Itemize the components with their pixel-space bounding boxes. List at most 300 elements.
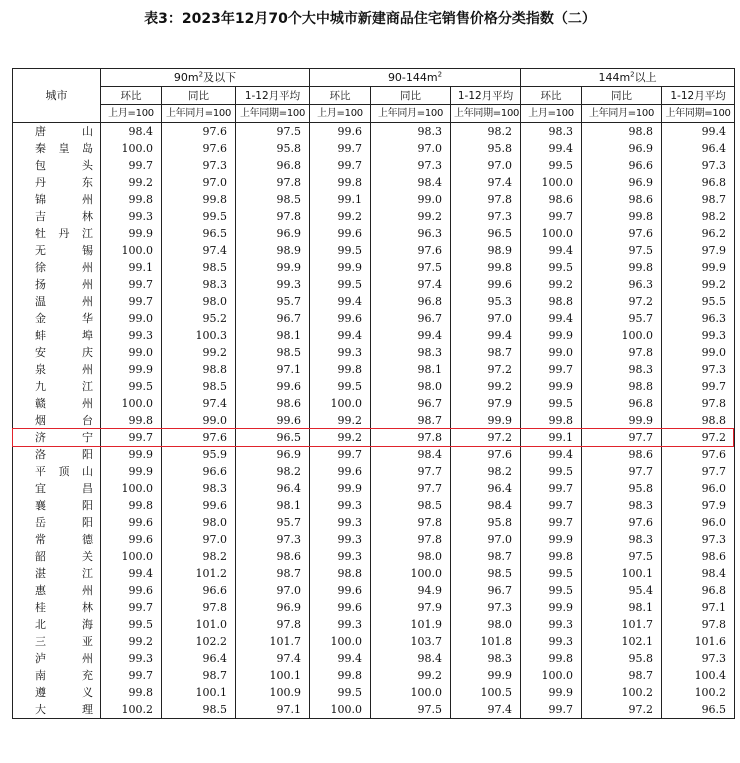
value-cell: 99.3: [310, 548, 371, 565]
city-name: 安 庆: [35, 345, 93, 359]
value-cell: 97.0: [236, 582, 310, 599]
value-cell: 99.9: [521, 378, 582, 395]
value-cell: 96.8: [371, 293, 451, 310]
value-cell: 96.6: [162, 582, 236, 599]
value-cell: 97.7: [662, 463, 735, 480]
value-cell: 99.9: [101, 225, 162, 242]
value-cell: 96.4: [236, 480, 310, 497]
value-cell: 97.5: [582, 548, 662, 565]
value-cell: 98.8: [162, 361, 236, 378]
city-cell: [13, 225, 101, 242]
value-cell: 97.8: [662, 395, 735, 412]
sub-header-mom: 环比: [101, 87, 162, 105]
value-cell: 99.6: [310, 225, 371, 242]
table-row: [13, 344, 735, 361]
city-cell: [13, 480, 101, 497]
value-cell: 97.9: [451, 395, 521, 412]
value-cell: 96.5: [236, 429, 310, 446]
unit-header-yoy: 上年同月=100: [162, 105, 236, 123]
sub-header-mom: 环比: [521, 87, 582, 105]
city-name: 温 州: [35, 294, 93, 308]
city-name: 济 宁: [35, 430, 93, 444]
value-cell: 96.3: [582, 276, 662, 293]
value-cell: 101.8: [451, 633, 521, 650]
value-cell: 100.0: [310, 633, 371, 650]
value-cell: 98.6: [236, 548, 310, 565]
city-name: 牡 丹 江: [35, 226, 93, 240]
value-cell: 99.8: [582, 259, 662, 276]
value-cell: 100.0: [310, 395, 371, 412]
value-cell: 99.4: [521, 310, 582, 327]
value-cell: 96.7: [236, 310, 310, 327]
city-name: 九 江: [35, 379, 93, 393]
sub-header-yoy: 同比: [371, 87, 451, 105]
value-cell: 99.5: [521, 565, 582, 582]
value-cell: 99.8: [310, 667, 371, 684]
value-cell: 99.2: [371, 208, 451, 225]
value-cell: 97.8: [236, 174, 310, 191]
value-cell: 98.5: [162, 378, 236, 395]
value-cell: 97.3: [371, 157, 451, 174]
value-cell: 98.8: [521, 293, 582, 310]
value-cell: 96.8: [236, 157, 310, 174]
value-cell: 97.1: [236, 701, 310, 719]
value-cell: 98.8: [582, 123, 662, 141]
value-cell: 100.0: [101, 395, 162, 412]
city-name: 吉 林: [35, 209, 93, 223]
value-cell: 97.7: [582, 463, 662, 480]
table-row: [13, 157, 735, 174]
value-cell: 98.5: [451, 565, 521, 582]
city-cell: [13, 157, 101, 174]
unit-header-mom: 上月=100: [310, 105, 371, 123]
value-cell: 99.2: [521, 276, 582, 293]
value-cell: 96.9: [236, 599, 310, 616]
value-cell: 99.2: [101, 633, 162, 650]
city-name: 遵 义: [35, 685, 93, 699]
group-header-large: $144m^2$以上: [521, 69, 735, 87]
city-name: 惠 州: [35, 583, 93, 597]
value-cell: 98.1: [236, 497, 310, 514]
value-cell: 97.0: [451, 157, 521, 174]
city-cell: [13, 701, 101, 719]
value-cell: 100.2: [662, 684, 735, 701]
city-name: 赣 州: [35, 396, 93, 410]
value-cell: 99.9: [521, 531, 582, 548]
value-cell: 98.3: [371, 344, 451, 361]
value-cell: 98.0: [371, 548, 451, 565]
value-cell: 100.9: [236, 684, 310, 701]
city-name: 桂 林: [35, 600, 93, 614]
value-cell: 99.5: [101, 378, 162, 395]
value-cell: 99.4: [310, 327, 371, 344]
value-cell: 98.2: [162, 548, 236, 565]
table-row: [13, 378, 735, 395]
value-cell: 98.2: [451, 123, 521, 141]
value-cell: 97.0: [371, 140, 451, 157]
value-cell: 99.9: [101, 463, 162, 480]
value-cell: 96.8: [662, 174, 735, 191]
value-cell: 99.7: [101, 293, 162, 310]
value-cell: 94.9: [371, 582, 451, 599]
value-cell: 98.4: [662, 565, 735, 582]
city-name: 徐 州: [35, 260, 93, 274]
value-cell: 97.8: [162, 599, 236, 616]
value-cell: 99.7: [310, 140, 371, 157]
table-row: [13, 497, 735, 514]
value-cell: 99.8: [521, 412, 582, 429]
table-row: [13, 242, 735, 259]
value-cell: 98.3: [582, 531, 662, 548]
value-cell: 98.9: [236, 242, 310, 259]
table-row: [13, 565, 735, 582]
value-cell: 96.5: [662, 701, 735, 719]
value-cell: 97.3: [662, 650, 735, 667]
value-cell: 96.2: [662, 225, 735, 242]
table-row: [13, 548, 735, 565]
value-cell: 100.0: [521, 174, 582, 191]
value-cell: 98.7: [662, 191, 735, 208]
value-cell: 97.8: [371, 429, 451, 446]
city-cell: [13, 191, 101, 208]
city-name: 北 海: [35, 617, 93, 631]
sub-header-avg: 1-12月平均: [451, 87, 521, 105]
value-cell: 99.7: [101, 276, 162, 293]
table-row: [13, 463, 735, 480]
value-cell: 100.1: [162, 684, 236, 701]
value-cell: 99.8: [521, 548, 582, 565]
value-cell: 99.7: [101, 157, 162, 174]
value-cell: 98.7: [451, 344, 521, 361]
value-cell: 97.4: [451, 174, 521, 191]
value-cell: 95.8: [451, 514, 521, 531]
value-cell: 97.0: [451, 531, 521, 548]
value-cell: 97.3: [451, 208, 521, 225]
table-row: [13, 191, 735, 208]
value-cell: 98.6: [582, 446, 662, 463]
city-name: 秦 皇 岛: [35, 141, 93, 155]
city-name: 韶 关: [35, 549, 93, 563]
value-cell: 99.0: [521, 344, 582, 361]
table-row: [13, 446, 735, 463]
value-cell: 95.4: [582, 582, 662, 599]
value-cell: 98.5: [162, 701, 236, 719]
city-name: 金 华: [35, 311, 93, 325]
value-cell: 99.3: [662, 327, 735, 344]
value-cell: 99.7: [521, 480, 582, 497]
city-cell: [13, 208, 101, 225]
value-cell: 98.0: [371, 378, 451, 395]
table-row: [13, 531, 735, 548]
value-cell: 98.5: [162, 259, 236, 276]
city-cell: [13, 497, 101, 514]
value-cell: 95.2: [162, 310, 236, 327]
unit-header-yoy: 上年同月=100: [371, 105, 451, 123]
table-row: [13, 174, 735, 191]
value-cell: 97.6: [582, 514, 662, 531]
value-cell: 100.5: [451, 684, 521, 701]
unit-header-mom: 上月=100: [521, 105, 582, 123]
value-cell: 98.0: [451, 616, 521, 633]
value-cell: 97.7: [371, 480, 451, 497]
table-row: [13, 684, 735, 701]
value-cell: 99.5: [521, 582, 582, 599]
table-row: [13, 225, 735, 242]
value-cell: 99.8: [582, 208, 662, 225]
value-cell: 99.7: [521, 497, 582, 514]
value-cell: 97.1: [236, 361, 310, 378]
value-cell: 99.0: [371, 191, 451, 208]
value-cell: 96.0: [662, 514, 735, 531]
city-cell: [13, 616, 101, 633]
value-cell: 99.6: [236, 412, 310, 429]
value-cell: 97.9: [371, 599, 451, 616]
value-cell: 99.4: [371, 327, 451, 344]
value-cell: 99.7: [521, 701, 582, 719]
city-cell: [13, 310, 101, 327]
value-cell: 98.7: [451, 548, 521, 565]
value-cell: 99.3: [236, 276, 310, 293]
city-cell: [13, 548, 101, 565]
value-cell: 100.0: [521, 225, 582, 242]
sub-header-avg: 1-12月平均: [662, 87, 735, 105]
value-cell: 99.5: [310, 242, 371, 259]
city-name: 常 德: [35, 532, 93, 546]
city-name: 洛 阳: [35, 447, 93, 461]
value-cell: 99.6: [101, 514, 162, 531]
value-cell: 97.1: [662, 599, 735, 616]
table-body: [13, 123, 735, 719]
value-cell: 97.8: [662, 616, 735, 633]
sub-header-mom: 环比: [310, 87, 371, 105]
value-cell: 99.5: [521, 395, 582, 412]
value-cell: 99.7: [521, 514, 582, 531]
value-cell: 102.2: [162, 633, 236, 650]
city-name: 岳 阳: [35, 515, 93, 529]
group-header-small: $90m^2$及以下: [101, 69, 310, 87]
value-cell: 101.7: [236, 633, 310, 650]
value-cell: 95.8: [236, 140, 310, 157]
city-name: 唐 山: [35, 124, 93, 138]
table-row: [13, 582, 735, 599]
value-cell: 97.8: [371, 514, 451, 531]
value-cell: 99.4: [310, 650, 371, 667]
value-cell: 95.9: [162, 446, 236, 463]
city-name: 平 顶 山: [35, 464, 93, 478]
value-cell: 99.1: [101, 259, 162, 276]
value-cell: 98.0: [162, 293, 236, 310]
value-cell: 101.7: [582, 616, 662, 633]
city-cell: [13, 395, 101, 412]
value-cell: 99.6: [310, 582, 371, 599]
value-cell: 97.9: [662, 497, 735, 514]
value-cell: 99.6: [310, 123, 371, 141]
value-cell: 98.2: [451, 463, 521, 480]
table-row: [13, 429, 735, 446]
city-name: 无 锡: [35, 243, 93, 257]
value-cell: 99.5: [162, 208, 236, 225]
value-cell: 96.9: [582, 174, 662, 191]
table-row: [13, 123, 735, 141]
value-cell: 100.0: [521, 667, 582, 684]
value-cell: 99.5: [521, 157, 582, 174]
value-cell: 97.5: [371, 259, 451, 276]
value-cell: 99.5: [101, 616, 162, 633]
value-cell: 99.6: [451, 276, 521, 293]
value-cell: 99.6: [310, 463, 371, 480]
value-cell: 98.3: [162, 276, 236, 293]
value-cell: 97.8: [582, 344, 662, 361]
value-cell: 97.8: [371, 531, 451, 548]
value-cell: 98.3: [371, 123, 451, 141]
value-cell: 99.6: [101, 582, 162, 599]
value-cell: 96.9: [236, 446, 310, 463]
value-cell: 99.7: [521, 361, 582, 378]
value-cell: 99.9: [236, 259, 310, 276]
value-cell: 99.0: [101, 310, 162, 327]
value-cell: 99.8: [521, 650, 582, 667]
value-cell: 99.9: [521, 599, 582, 616]
value-cell: 99.3: [310, 497, 371, 514]
value-cell: 100.0: [101, 548, 162, 565]
value-cell: 99.3: [310, 531, 371, 548]
value-cell: 99.2: [371, 667, 451, 684]
value-cell: 97.2: [662, 429, 735, 446]
city-cell: [13, 684, 101, 701]
value-cell: 95.8: [582, 650, 662, 667]
value-cell: 98.6: [582, 191, 662, 208]
value-cell: 97.6: [162, 140, 236, 157]
value-cell: 97.4: [451, 701, 521, 719]
value-cell: 98.8: [310, 565, 371, 582]
value-cell: 97.4: [371, 276, 451, 293]
value-cell: 99.9: [451, 667, 521, 684]
value-cell: 97.6: [582, 225, 662, 242]
value-cell: 97.2: [582, 701, 662, 719]
value-cell: 96.7: [451, 582, 521, 599]
value-cell: 98.8: [582, 378, 662, 395]
city-cell: [13, 582, 101, 599]
value-cell: 97.3: [162, 157, 236, 174]
value-cell: 97.3: [662, 531, 735, 548]
table-title: 表3：2023年12月70个大中城市新建商品住宅销售价格分类指数（二）: [144, 11, 596, 27]
table-row: [13, 633, 735, 650]
value-cell: 99.8: [310, 361, 371, 378]
value-cell: 99.5: [521, 259, 582, 276]
value-cell: 100.0: [101, 242, 162, 259]
value-cell: 97.3: [451, 599, 521, 616]
value-cell: 98.7: [162, 667, 236, 684]
city-cell: [13, 565, 101, 582]
value-cell: 99.9: [310, 259, 371, 276]
value-cell: 99.9: [521, 684, 582, 701]
city-cell: [13, 276, 101, 293]
value-cell: 100.0: [582, 327, 662, 344]
value-cell: 99.0: [101, 344, 162, 361]
value-cell: 98.7: [582, 667, 662, 684]
value-cell: 100.0: [310, 701, 371, 719]
value-cell: 99.4: [521, 140, 582, 157]
value-cell: 98.2: [236, 463, 310, 480]
table-row: [13, 395, 735, 412]
city-cell: [13, 174, 101, 191]
value-cell: 98.3: [582, 497, 662, 514]
value-cell: 99.3: [101, 208, 162, 225]
table-header: [13, 69, 735, 123]
value-cell: 99.5: [310, 276, 371, 293]
value-cell: 95.7: [582, 310, 662, 327]
value-cell: 97.4: [162, 242, 236, 259]
value-cell: 98.5: [236, 191, 310, 208]
value-cell: 97.9: [662, 242, 735, 259]
city-name: 大 理: [35, 702, 93, 716]
city-name: 包 头: [35, 158, 93, 172]
unit-header-avg: 上年同期=100: [662, 105, 735, 123]
value-cell: 97.3: [662, 157, 735, 174]
value-cell: 99.8: [451, 259, 521, 276]
value-cell: 96.7: [371, 395, 451, 412]
value-cell: 99.2: [162, 344, 236, 361]
value-cell: 98.3: [582, 361, 662, 378]
value-cell: 97.0: [162, 174, 236, 191]
table-row: [13, 208, 735, 225]
value-cell: 97.7: [371, 463, 451, 480]
value-cell: 101.9: [371, 616, 451, 633]
value-cell: 96.4: [662, 140, 735, 157]
value-cell: 99.4: [521, 242, 582, 259]
value-cell: 98.6: [662, 548, 735, 565]
value-cell: 99.9: [310, 480, 371, 497]
value-cell: 95.7: [236, 514, 310, 531]
value-cell: 97.4: [236, 650, 310, 667]
value-cell: 98.3: [451, 650, 521, 667]
value-cell: 97.7: [582, 429, 662, 446]
value-cell: 97.6: [371, 242, 451, 259]
value-cell: 99.8: [310, 174, 371, 191]
city-name: 宜 昌: [35, 481, 93, 495]
table-row: [13, 480, 735, 497]
value-cell: 100.1: [582, 565, 662, 582]
value-cell: 96.3: [371, 225, 451, 242]
value-cell: 102.1: [582, 633, 662, 650]
value-cell: 98.4: [451, 497, 521, 514]
city-column-header: 城市: [13, 69, 101, 123]
city-name: 丹 东: [35, 175, 93, 189]
value-cell: 99.6: [101, 531, 162, 548]
value-cell: 98.1: [236, 327, 310, 344]
value-cell: 95.5: [662, 293, 735, 310]
value-cell: 95.7: [236, 293, 310, 310]
value-cell: 100.2: [582, 684, 662, 701]
city-cell: [13, 259, 101, 276]
value-cell: 100.1: [236, 667, 310, 684]
value-cell: 99.6: [236, 378, 310, 395]
city-cell: [13, 378, 101, 395]
value-cell: 99.3: [521, 616, 582, 633]
table-row: [13, 310, 735, 327]
city-cell: [13, 344, 101, 361]
city-name: 蚌 埠: [35, 328, 93, 342]
value-cell: 99.8: [101, 412, 162, 429]
value-cell: 97.2: [582, 293, 662, 310]
value-cell: 98.0: [162, 514, 236, 531]
value-cell: 97.6: [662, 446, 735, 463]
value-cell: 98.6: [236, 395, 310, 412]
value-cell: 99.5: [521, 463, 582, 480]
city-cell: [13, 514, 101, 531]
value-cell: 99.8: [101, 684, 162, 701]
value-cell: 99.8: [162, 191, 236, 208]
